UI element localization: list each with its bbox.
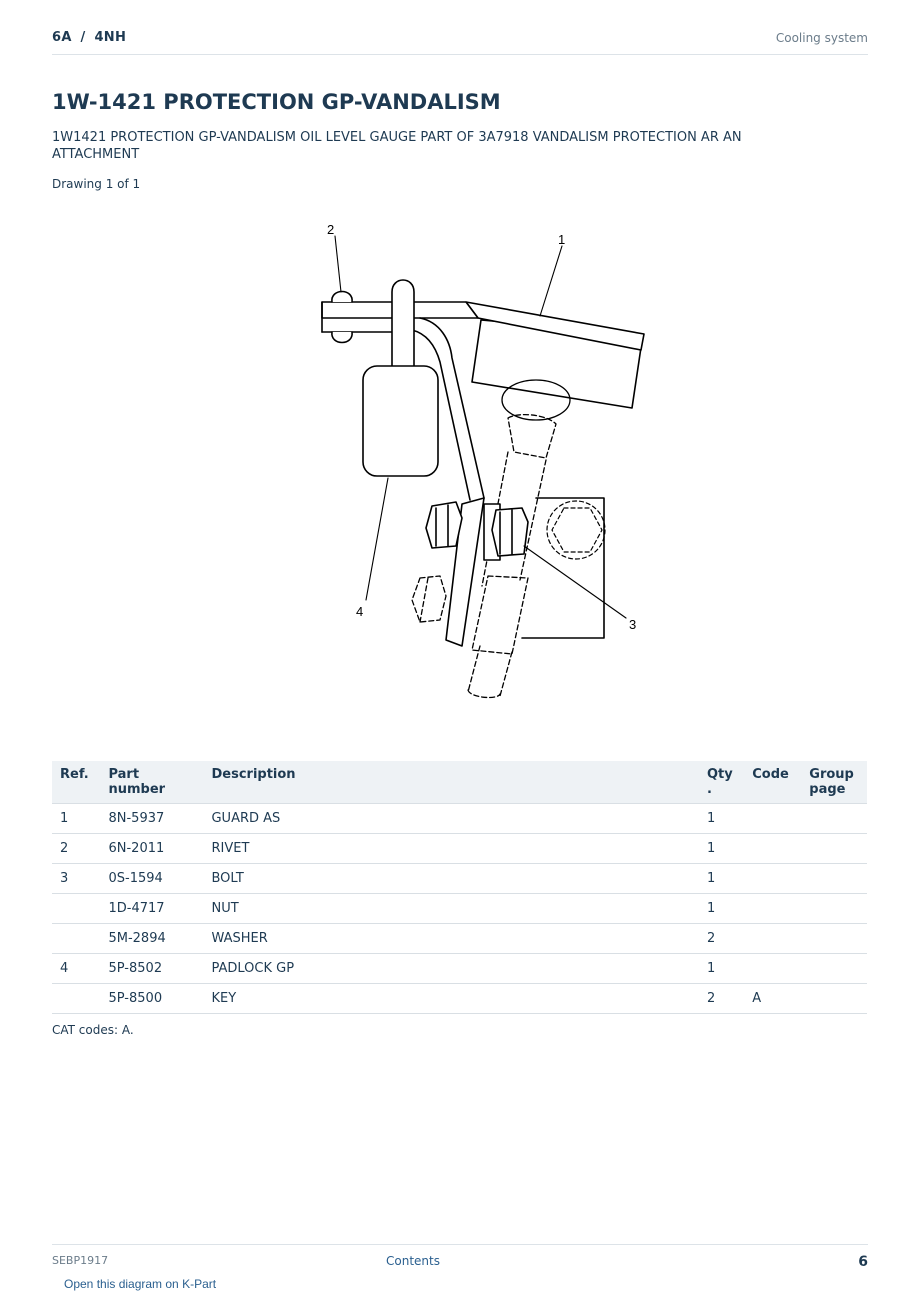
table-row: [52, 894, 867, 924]
cell-ref: [52, 984, 100, 1014]
cell-ref: 2: [52, 834, 100, 864]
cell-qty: 1: [699, 954, 744, 984]
page-title: 1W-1421 PROTECTION GP-VANDALISM: [52, 90, 501, 114]
breadcrumb: [52, 30, 126, 45]
cell-group-page: [801, 864, 867, 894]
cell-part-number: 0S-1594: [100, 864, 203, 894]
cell-ref: 3: [52, 864, 100, 894]
cell-group-page: [801, 984, 867, 1014]
callout-2: 2: [327, 222, 335, 237]
cell-part-number: 8N-5937: [100, 804, 203, 834]
cell-code: [744, 834, 801, 864]
cell-qty: 1: [699, 834, 744, 864]
cell-description: KEY: [203, 984, 699, 1014]
cell-description: NUT: [203, 894, 699, 924]
table-row: [52, 954, 867, 984]
cell-qty: 1: [699, 864, 744, 894]
parts-diagram: [250, 210, 670, 720]
page-subtitle: 1W1421 PROTECTION GP-VANDALISM OIL LEVEL GAUGE PART OF 3A7918 VANDALISM PROTECTION AR AN ATTACHMENT: [52, 130, 742, 162]
cell-qty: 1: [699, 894, 744, 924]
header-description: Description: [203, 761, 699, 804]
cell-code: [744, 804, 801, 834]
page-number: 6: [858, 1254, 868, 1270]
cell-part-number: 1D-4717: [100, 894, 203, 924]
cell-group-page: [801, 804, 867, 834]
header-group-page: Group page: [801, 761, 867, 804]
cell-part-number: 6N-2011: [100, 834, 203, 864]
breadcrumb-part-1: 6A: [52, 30, 72, 45]
cell-group-page: [801, 834, 867, 864]
section-name: Cooling system: [775, 31, 868, 45]
header-part-number: Part number: [100, 761, 203, 804]
cell-part-number: 5M-2894: [100, 924, 203, 954]
table-row: [52, 804, 867, 834]
cell-qty: 2: [699, 924, 744, 954]
cell-ref: 1: [52, 804, 100, 834]
cell-part-number: 5P-8502: [100, 954, 203, 984]
header-code: Code: [744, 761, 801, 804]
callout-1: 1: [558, 232, 566, 247]
cell-group-page: [801, 894, 867, 924]
cat-codes-note: CAT codes: A.: [52, 1023, 134, 1037]
cell-code: A: [744, 984, 801, 1014]
table-row: [52, 984, 867, 1014]
cell-description: WASHER: [203, 924, 699, 954]
cell-part-number: 5P-8500: [100, 984, 203, 1014]
breadcrumb-separator: /: [80, 30, 86, 45]
cell-ref: [52, 924, 100, 954]
table-row: [52, 924, 867, 954]
cell-group-page: [801, 924, 867, 954]
cell-code: [744, 924, 801, 954]
callout-3: 3: [629, 617, 637, 632]
breadcrumb-part-2: 4NH: [94, 30, 127, 45]
cell-code: [744, 894, 801, 924]
cell-description: GUARD AS: [203, 804, 699, 834]
cell-description: RIVET: [203, 834, 699, 864]
drawing-label: Drawing 1 of 1: [52, 177, 141, 191]
document-id: SEBP1917: [52, 1254, 109, 1267]
table-row: [52, 834, 867, 864]
parts-table: [52, 761, 867, 1014]
header-qty: Qty .: [699, 761, 744, 804]
table-header-row: [52, 761, 867, 804]
header-ref: Ref.: [52, 761, 100, 804]
cell-code: [744, 864, 801, 894]
open-kpart-link[interactable]: Open this diagram on K-Part: [64, 1277, 217, 1291]
cell-description: PADLOCK GP: [203, 954, 699, 984]
cell-description: BOLT: [203, 864, 699, 894]
cell-qty: 2: [699, 984, 744, 1014]
table-row: [52, 864, 867, 894]
cell-group-page: [801, 954, 867, 984]
contents-link[interactable]: Contents: [386, 1254, 440, 1268]
callout-4: 4: [356, 604, 364, 619]
cell-qty: 1: [699, 804, 744, 834]
cell-ref: [52, 894, 100, 924]
page-header: [52, 28, 868, 55]
cell-ref: 4: [52, 954, 100, 984]
cell-code: [744, 954, 801, 984]
